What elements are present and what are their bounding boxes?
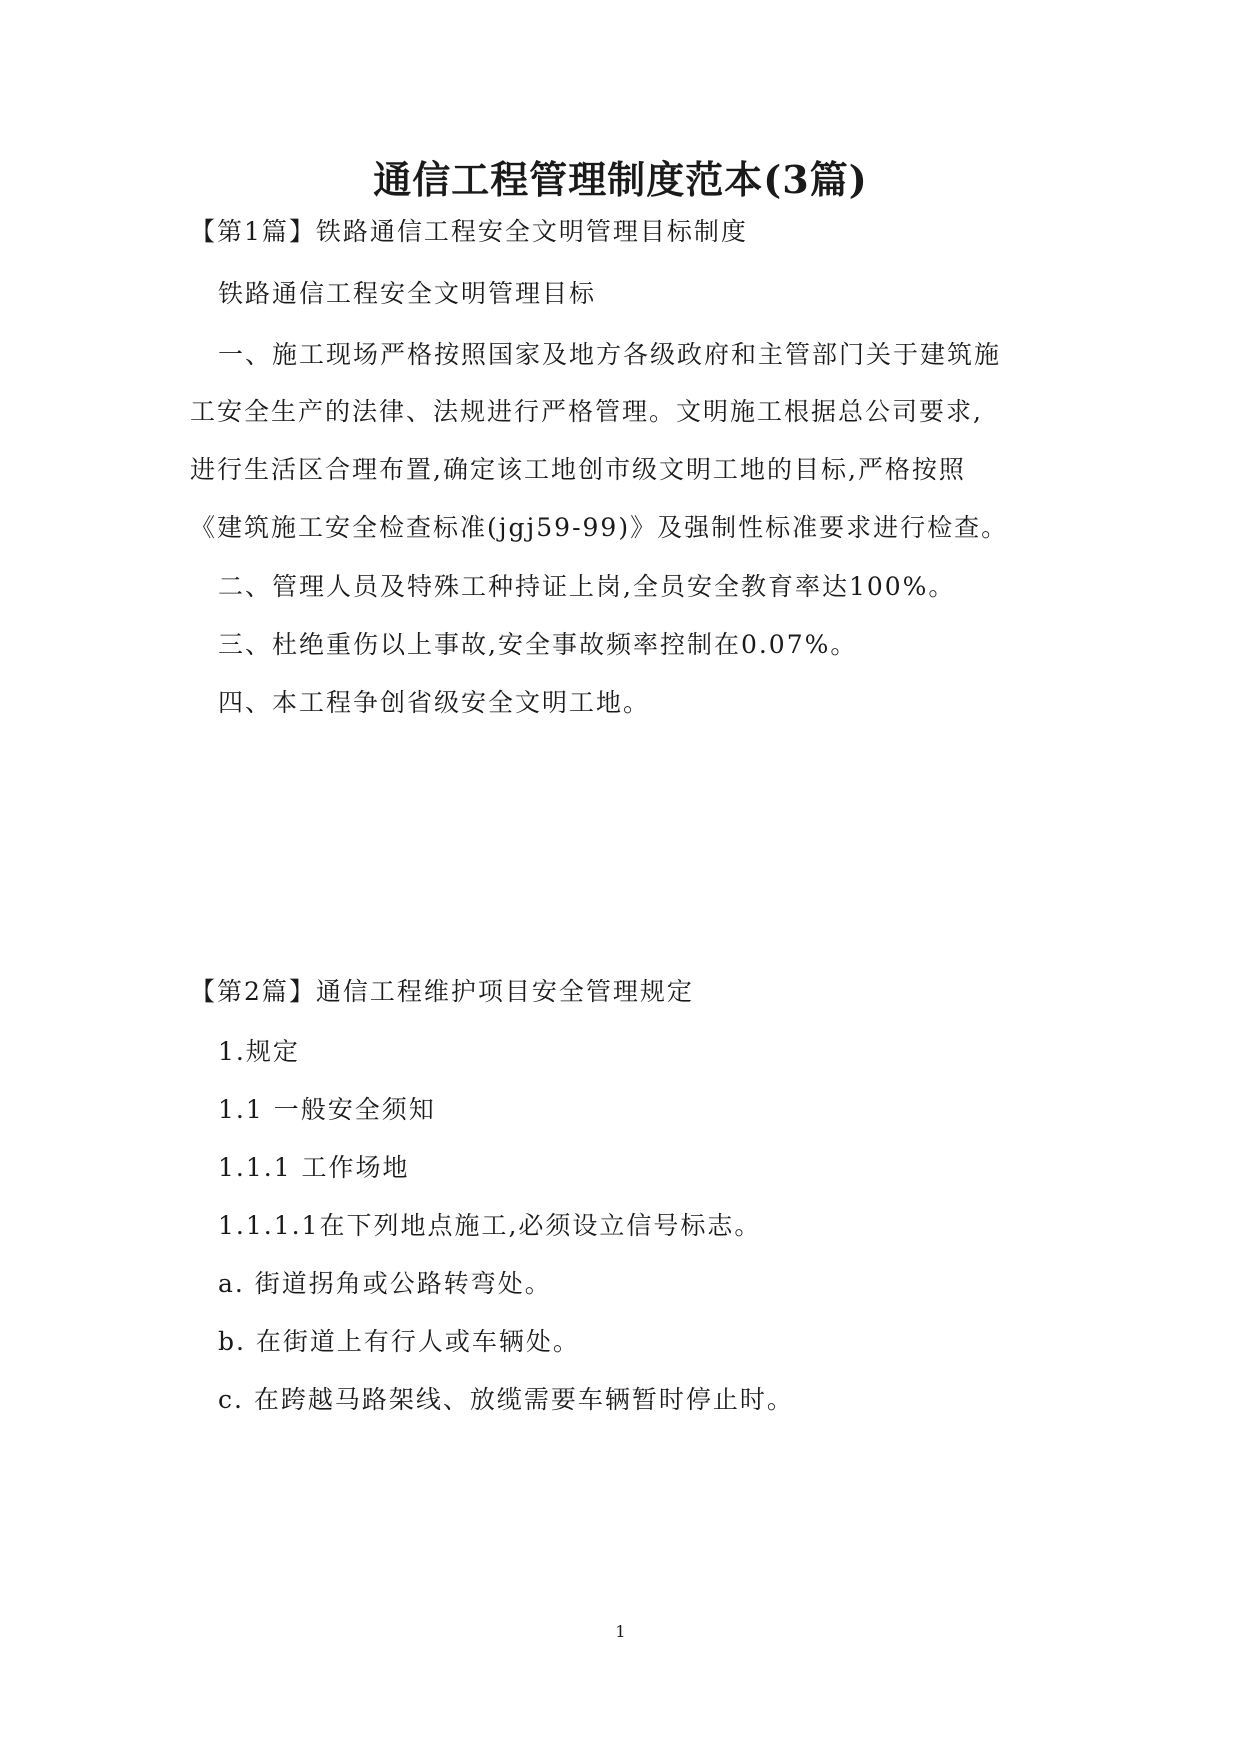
section1-para1-line1: 一、施工现场严格按照国家及地方各级政府和主管部门关于建筑施 (218, 340, 1002, 369)
section1-item2: 二、管理人员及特殊工种持证上岗,全员安全教育率达100%。 (218, 572, 956, 601)
document-title: 通信工程管理制度范本(3篇) (373, 157, 868, 202)
section2-heading: 【第2篇】通信工程维护项目安全管理规定 (190, 977, 694, 1006)
section2-line4: 1.1.1.1在下列地点施工,必须设立信号标志。 (218, 1211, 762, 1240)
section1-para1-line3: 进行生活区合理布置,确定该工地创市级文明工地的目标,严格按照 (190, 455, 966, 484)
section2-line3: 1.1.1 工作场地 (218, 1153, 410, 1182)
section1-item4: 四、本工程争创省级安全文明工地。 (218, 688, 651, 717)
section2-line7: c. 在跨越马路架线、放缆需要车辆暂时停止时。 (218, 1385, 794, 1414)
page-number: 1 (615, 1622, 626, 1641)
section1-para1-line4: 《建筑施工安全检查标准(jgj59-99)》及强制性标准要求进行检查。 (190, 513, 1009, 542)
section2-line1: 1.规定 (218, 1037, 300, 1066)
section2-line2: 1.1 一般安全须知 (218, 1095, 436, 1124)
section1-heading: 【第1篇】铁路通信工程安全文明管理目标制度 (190, 217, 748, 246)
section2-line5: a. 街道拐角或公路转弯处。 (218, 1269, 552, 1298)
section2-line6: b. 在街道上有行人或车辆处。 (218, 1327, 580, 1356)
section1-item3: 三、杜绝重伤以上事故,安全事故频率控制在0.07%。 (218, 630, 858, 659)
section1-para1-line2: 工安全生产的法律、法规进行严格管理。文明施工根据总公司要求, (190, 397, 983, 426)
section1-subtitle: 铁路通信工程安全文明管理目标 (218, 279, 597, 308)
